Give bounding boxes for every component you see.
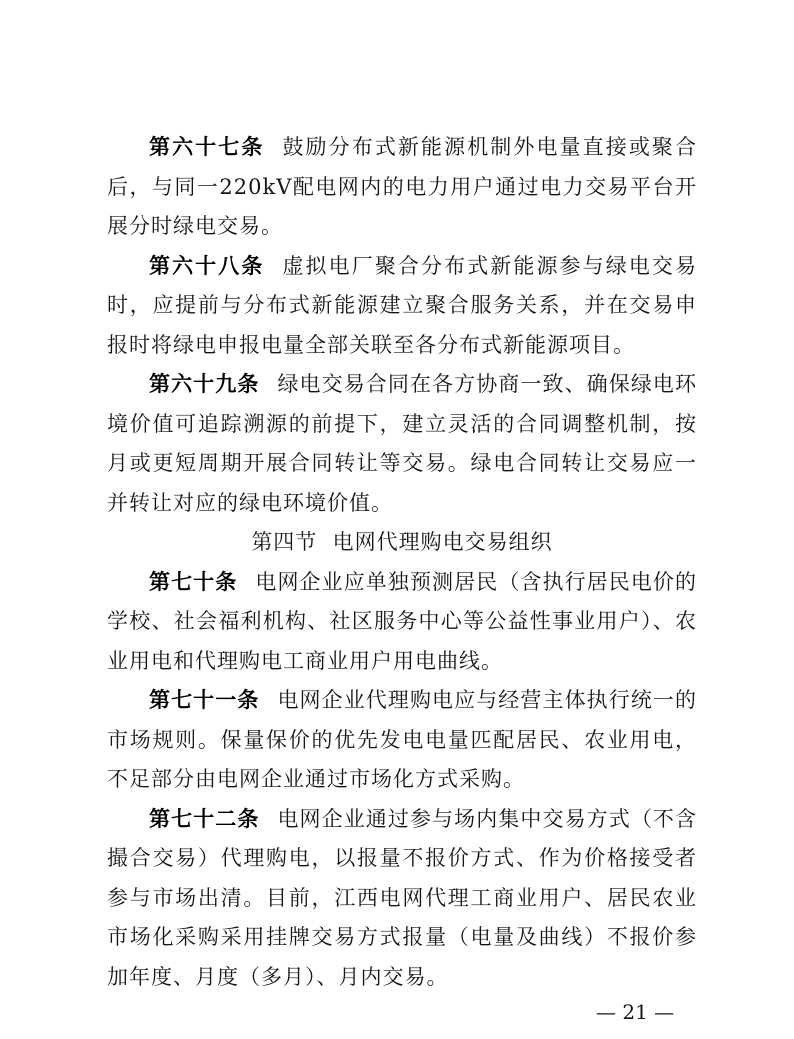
article-71 [107,681,697,800]
article-number: 第六十九条 [149,372,260,396]
article-number: 第七十一条 [149,688,260,712]
section-heading: 第四节 电网代理购电交易组织 [251,530,553,554]
article-69 [107,365,697,523]
article-70 [107,563,697,682]
article-text: 电网企业通过参与场内集中交易方式（不含撮合交易）代理购电，以报量不报价方式、作为价格接受者参与市场出清。目前，江西电网代理工商业用户、居民农业市场化采购采用挂牌交易方式报量（电量及曲线）不报价参加年度、月度（多月）、月内交易。 [107,806,698,989]
article-68 [107,247,697,366]
article-number: 第七十条 [149,569,238,594]
article-number: 第六十七条 [149,135,265,159]
article-number: 第六十八条 [149,253,265,278]
document-body [107,128,697,997]
article-text: 虚拟电厂聚合分布式新能源参与绿电交易时，应提前与分布式新能源建立聚合服务关系，并在交易申报时将绿电申报电量全部关联至各分布式新能源项目。 [107,253,698,357]
page-number: — 21 — [596,1000,675,1024]
article-text: 鼓励分布式新能源机制外电量直接或聚合后，与同一220kV配电网内的电力用户通过电力交易平台开展分时绿电交易。 [107,135,698,238]
article-72 [107,800,697,998]
article-text: 电网企业应单独预测居民（含执行居民电价的学校、社会福利机构、社区服务中心等公益性事业用户）、农业用电和代理购电工商业用户用电曲线。 [107,569,698,673]
article-67 [107,128,697,247]
article-text: 绿电交易合同在各方协商一致、确保绿电环境价值可追踪溯源的前提下，建立灵活的合同调整机制，按月或更短周期开展合同转让等交易。绿电合同转让交易应一并转让对应的绿电环境价值。 [107,372,698,515]
article-text: 电网企业代理购电应与经营主体执行统一的市场规则。保量保价的优先发电电量匹配居民、农业用电，不足部分由电网企业通过市场化方式采购。 [107,688,698,791]
article-number: 第七十二条 [149,806,260,831]
